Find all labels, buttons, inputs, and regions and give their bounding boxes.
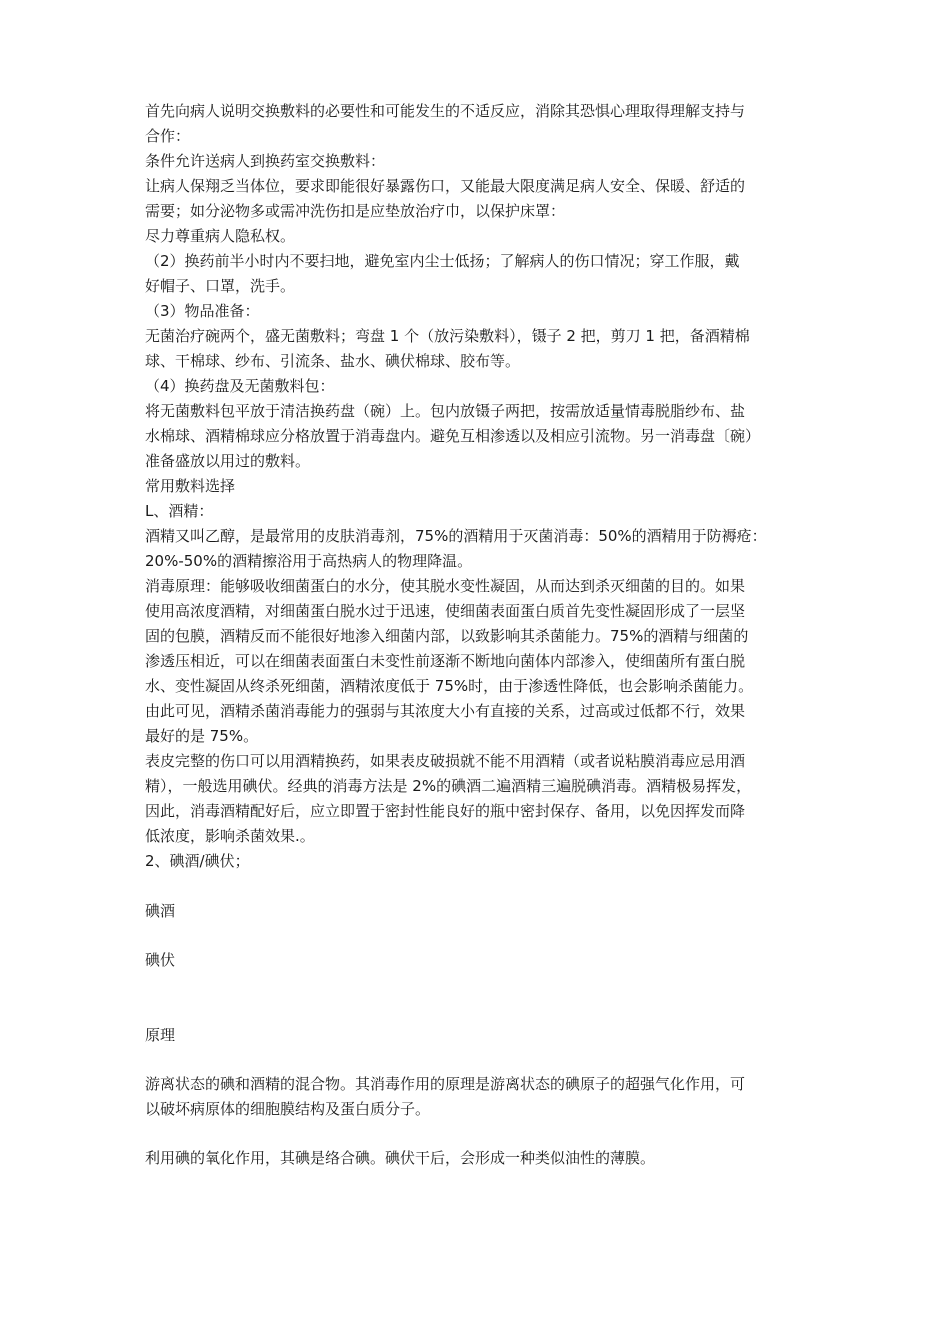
text-line: 酒精又叫乙醇，是最常用的皮肤消毒剂，75%的酒精用于灭菌消毒：50%的酒精用于防褥疮： <box>145 527 767 545</box>
paragraph-iodine-principle <box>145 1072 810 1122</box>
text-line: 尽力尊重病人隐私权。 <box>145 227 296 245</box>
text-block <box>145 99 810 874</box>
section-heading: L、酒精： <box>145 502 214 520</box>
section-heading: （3）物品准备： <box>145 302 260 320</box>
text-line: 首先向病人说明交换敷料的必要性和可能发生的不适反应，消除其恐惧心理取得理解支持与 <box>145 102 746 120</box>
text-line: 球、干棉球、纱布、引流条、盐水、碘伏棉球、胶布等。 <box>145 352 521 370</box>
text-line: 由此可见，酒精杀菌消毒能力的强弱与其浓度大小有直接的关系，过高或过低都不行，效果 <box>145 702 746 720</box>
text-line: 准备盛放以用过的敷料。 <box>145 452 311 470</box>
text-line: 精），一般选用碘伏。经典的消毒方法是 2%的碘酒二遍酒精三遍脱碘消毒。酒精极易挥发， <box>145 777 752 795</box>
text-line: 需要；如分泌物多或需冲洗伤扣是应垫放治疗巾，以保护床罩： <box>145 202 566 220</box>
paragraph-iodophor-principle <box>145 1146 810 1171</box>
section-heading: 常用敷料选择 <box>145 477 236 495</box>
text-line: 最好的是 75%。 <box>145 727 259 745</box>
section-heading: （4）换药盘及无菌敷料包： <box>145 377 335 395</box>
text-line: 好帽子、口罩，洗手。 <box>145 277 296 295</box>
text-line: 消毒原理：能够吸收细菌蛋白的水分，使其脱水变性凝固，从而达到杀灭细菌的目的。如果 <box>145 577 746 595</box>
label-iodine-tincture: 碘酒 <box>145 902 176 920</box>
section-heading: 2、碘酒/碘伏； <box>145 852 250 870</box>
text-line: 无菌治疗碗两个，盛无菌敷料；弯盘 1 个（放污染敷料），镊子 2 把，剪刀 1 把，备酒精棉 <box>145 327 750 345</box>
text-line: 以破坏病原体的细胞膜结构及蛋白质分子。 <box>145 1100 431 1118</box>
text-line: 因此，消毒酒精配好后，应立即置于密封性能良好的瓶中密封保存、备用，以免因挥发而降 <box>145 802 746 820</box>
text-line: 水、变性凝固从终杀死细菌，酒精浓度低于 75%时，由于渗透性降低，也会影响杀菌能力。 <box>145 677 754 695</box>
text-line: 固的包膜，酒精反而不能很好地渗入细菌内部，以致影响其杀菌能力。75%的酒精与细菌的 <box>145 627 749 645</box>
document-page <box>145 99 810 1171</box>
text-line: 20%-50%的酒精擦浴用于高热病人的物理降温。 <box>145 552 473 570</box>
text-line: 使用高浓度酒精，对细菌蛋白脱水过于迅速，使细菌表面蛋白质首先变性凝固形成了一层坚 <box>145 602 746 620</box>
text-line: 渗透压相近，可以在细菌表面蛋白未变性前逐渐不断地向菌体内部渗入，使细菌所有蛋白脱 <box>145 652 746 670</box>
text-line: 游离状态的碘和酒精的混合物。其消毒作用的原理是游离状态的碘原子的超强气化作用，可 <box>145 1075 746 1093</box>
text-line: 将无菌敷料包平放于清洁换药盘（碗）上。包内放镊子两把，按需放适量情毒脱脂纱布、盐 <box>145 402 746 420</box>
text-line: 让病人保翔乏当体位，要求即能很好暴露伤口，又能最大限度满足病人安全、保暖、舒适的 <box>145 177 746 195</box>
text-line: 表皮完整的伤口可以用酒精换药，如果表皮破损就不能不用酒精（或者说粘膜消毒应忌用酒 <box>145 752 746 770</box>
text-line: 条件允许送病人到换药室交换敷料： <box>145 152 386 170</box>
label-iodophor: 碘伏 <box>145 951 176 969</box>
text-line: 合作： <box>145 127 191 145</box>
text-line: 水棉球、酒精棉球应分格放置于消毒盘内。避免互相渗透以及相应引流物。另一消毒盘〔碗） <box>145 427 761 445</box>
text-line: 低浓度，影响杀菌效果.。 <box>145 827 315 845</box>
text-line: 利用碘的氧化作用，其碘是络合碘。碘伏干后，会形成一种类似油性的薄膜。 <box>145 1149 656 1167</box>
text-line: （2）换药前半小时内不要扫地，避免室内尘士低扬；了解病人的伤口情况；穿工作服，戴 <box>145 252 740 270</box>
label-principle: 原理 <box>145 1026 176 1044</box>
